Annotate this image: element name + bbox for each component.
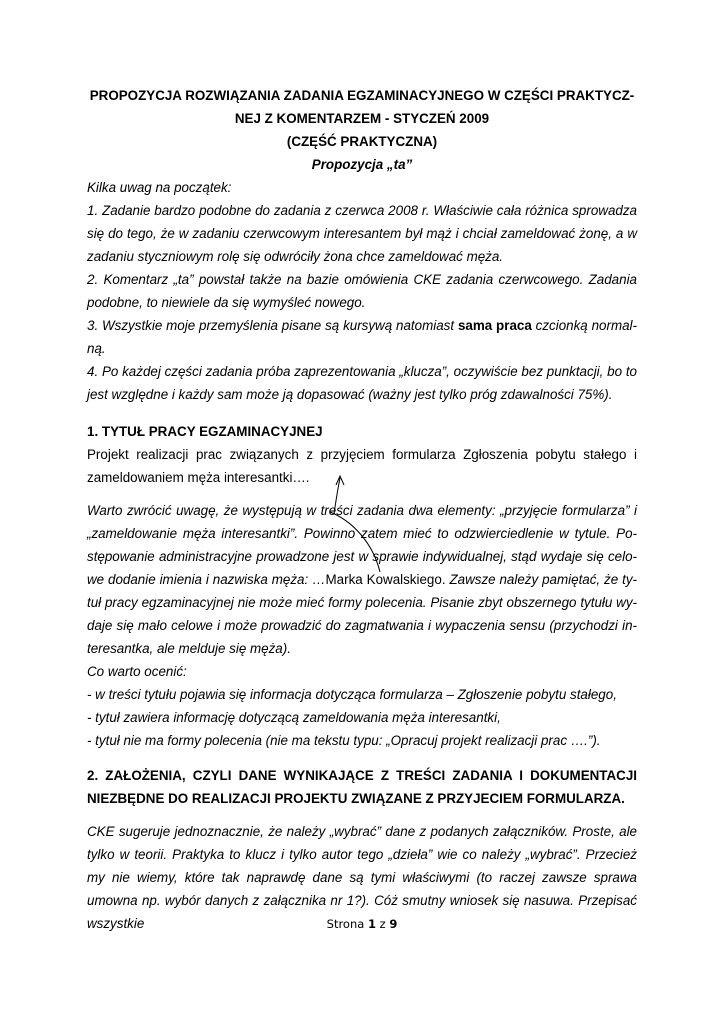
title-line-2: NEJ Z KOMENTARZEM - STYCZEŃ 2009 — [234, 111, 490, 126]
evaluate-bullet-2: - tytuł zawiera informację dotyczącą zameldowania męża interesantki, — [87, 710, 501, 725]
title-line-3: (CZĘŚĆ PRAKTYCZNA) — [286, 134, 438, 149]
footer-page-total: 9 — [389, 917, 398, 931]
section-1-comment-b: Zawsze należy pamiętać, że ty-tuł pracy egzaminacyjnej nie może mieć formy polecenia. Pisanie zbyt obszernego tytułu wy-daje się mało celowe i może prowadzić do zagmatwania i wypaczenia sensu (przychodzi in-teresantka, ale melduje się męża). — [87, 572, 637, 656]
footer-separator: z — [375, 917, 390, 931]
section-2-heading: 2. ZAŁOŻENIA, CZYLI DANE WYNIKAJĄCE Z TREŚCI ZADANIA I DOKUMENTACJI NIEZBĘDNE DO REALIZACJI PROJEKTU ZWIĄZANE Z PRZYJECIEM FORMULARZA. — [87, 768, 637, 806]
document-title — [87, 84, 637, 176]
footer-page-number: 1 — [367, 917, 376, 931]
evaluate-bullet-1: - w treści tytułu pojawia się informacja dotycząca formularza – Zgłoszenie pobytu stałego, — [87, 687, 617, 702]
intro-note-3-a: 3. Wszystkie moje przemyślenia pisane są kursywą natomiast — [87, 318, 458, 333]
intro-note-3-c: czcionką normal-ną. — [87, 318, 637, 356]
section-1-comment — [87, 499, 637, 660]
intro-note-4: 4. Po każdej części zadania próba zaprezentowania „klucza”, oczywiście bez punktacji, bo to jest względne i każdy sam może ją dopasować (ważny jest tylko próg zdawalności 75%). — [87, 364, 637, 402]
section-1-work-text: Projekt realizacji prac związanych z przyjęciem formularza Zgłoszenia pobytu stałego i zameldowaniem męża interesantki…. — [87, 447, 637, 485]
intro-heading: Kilka uwag na początek: — [87, 180, 232, 195]
evaluate-bullet-3: - tytuł nie ma formy polecenia (nie ma tekstu typu: „Opracuj projekt realizacji prac ….”). — [87, 733, 601, 748]
intro-note-1: 1. Zadanie bardzo podobne do zadania z czerwca 2008 r. Właściwie cała różnica sprowadza się do tego, że w zadaniu czerwcowym interesantem był mąż i chciał zameldować żonę, a w zadaniu styczniowym rolę się odwróciły żona chce zameldować męża. — [87, 203, 637, 264]
title-line-1: PROPOZYCJA ROZWIĄZANIA ZADANIA EGZAMINACYJNEGO W CZĘŚCI PRAKTYCZ- — [89, 88, 635, 103]
section-1-heading: 1. TYTUŁ PRACY EGZAMINACYJNEJ — [87, 424, 323, 439]
section-1-comment-a: Warto zwrócić uwagę, że występują w treści zadania dwa elementy: „przyjęcie formularza” i „zameldowanie męża interesantki”. Powinno zatem mieć to odzwierciedlenie w tytule. Po-stępowanie administracyjne prowadzone jest w sprawie indywidualnej, stąd wydaje się celo-we dodanie imienia i nazwiska męża: … — [87, 503, 637, 587]
footer-prefix: Strona — [326, 917, 368, 931]
intro-note-3 — [87, 314, 637, 360]
document-page — [87, 84, 637, 935]
section-1-comment-name: Marka Kowalskiego. — [325, 572, 446, 587]
intro-note-3-bold: sama praca — [457, 318, 532, 333]
title-line-4: Propozycja „ta” — [311, 157, 413, 172]
evaluate-heading: Co warto ocenić: — [87, 664, 187, 679]
intro-note-2: 2. Komentarz „ta” powstał także na bazie omówienia CKE zadania czerwcowego. Zadania podobne, to niewiele da się wymyśleć nowego. — [87, 272, 637, 310]
intro-notes — [87, 176, 637, 406]
section-2-comment: CKE sugeruje jednoznacznie, że należy „wybrać” dane z podanych załączników. Proste, ale tylko w teorii. Praktyka to klucz i tylko autor tego „dzieła” wie co należy „wybrać”. Przecież my nie wiemy, które tak naprawdę dane są tymi właściwymi (to raczej zawsze sprawa umowna np. wybór danych z załącznika nr 1?). Cóż smutny wniosek się nasuwa. Przepisać wszystkie — [87, 824, 637, 931]
page-footer — [0, 917, 724, 931]
